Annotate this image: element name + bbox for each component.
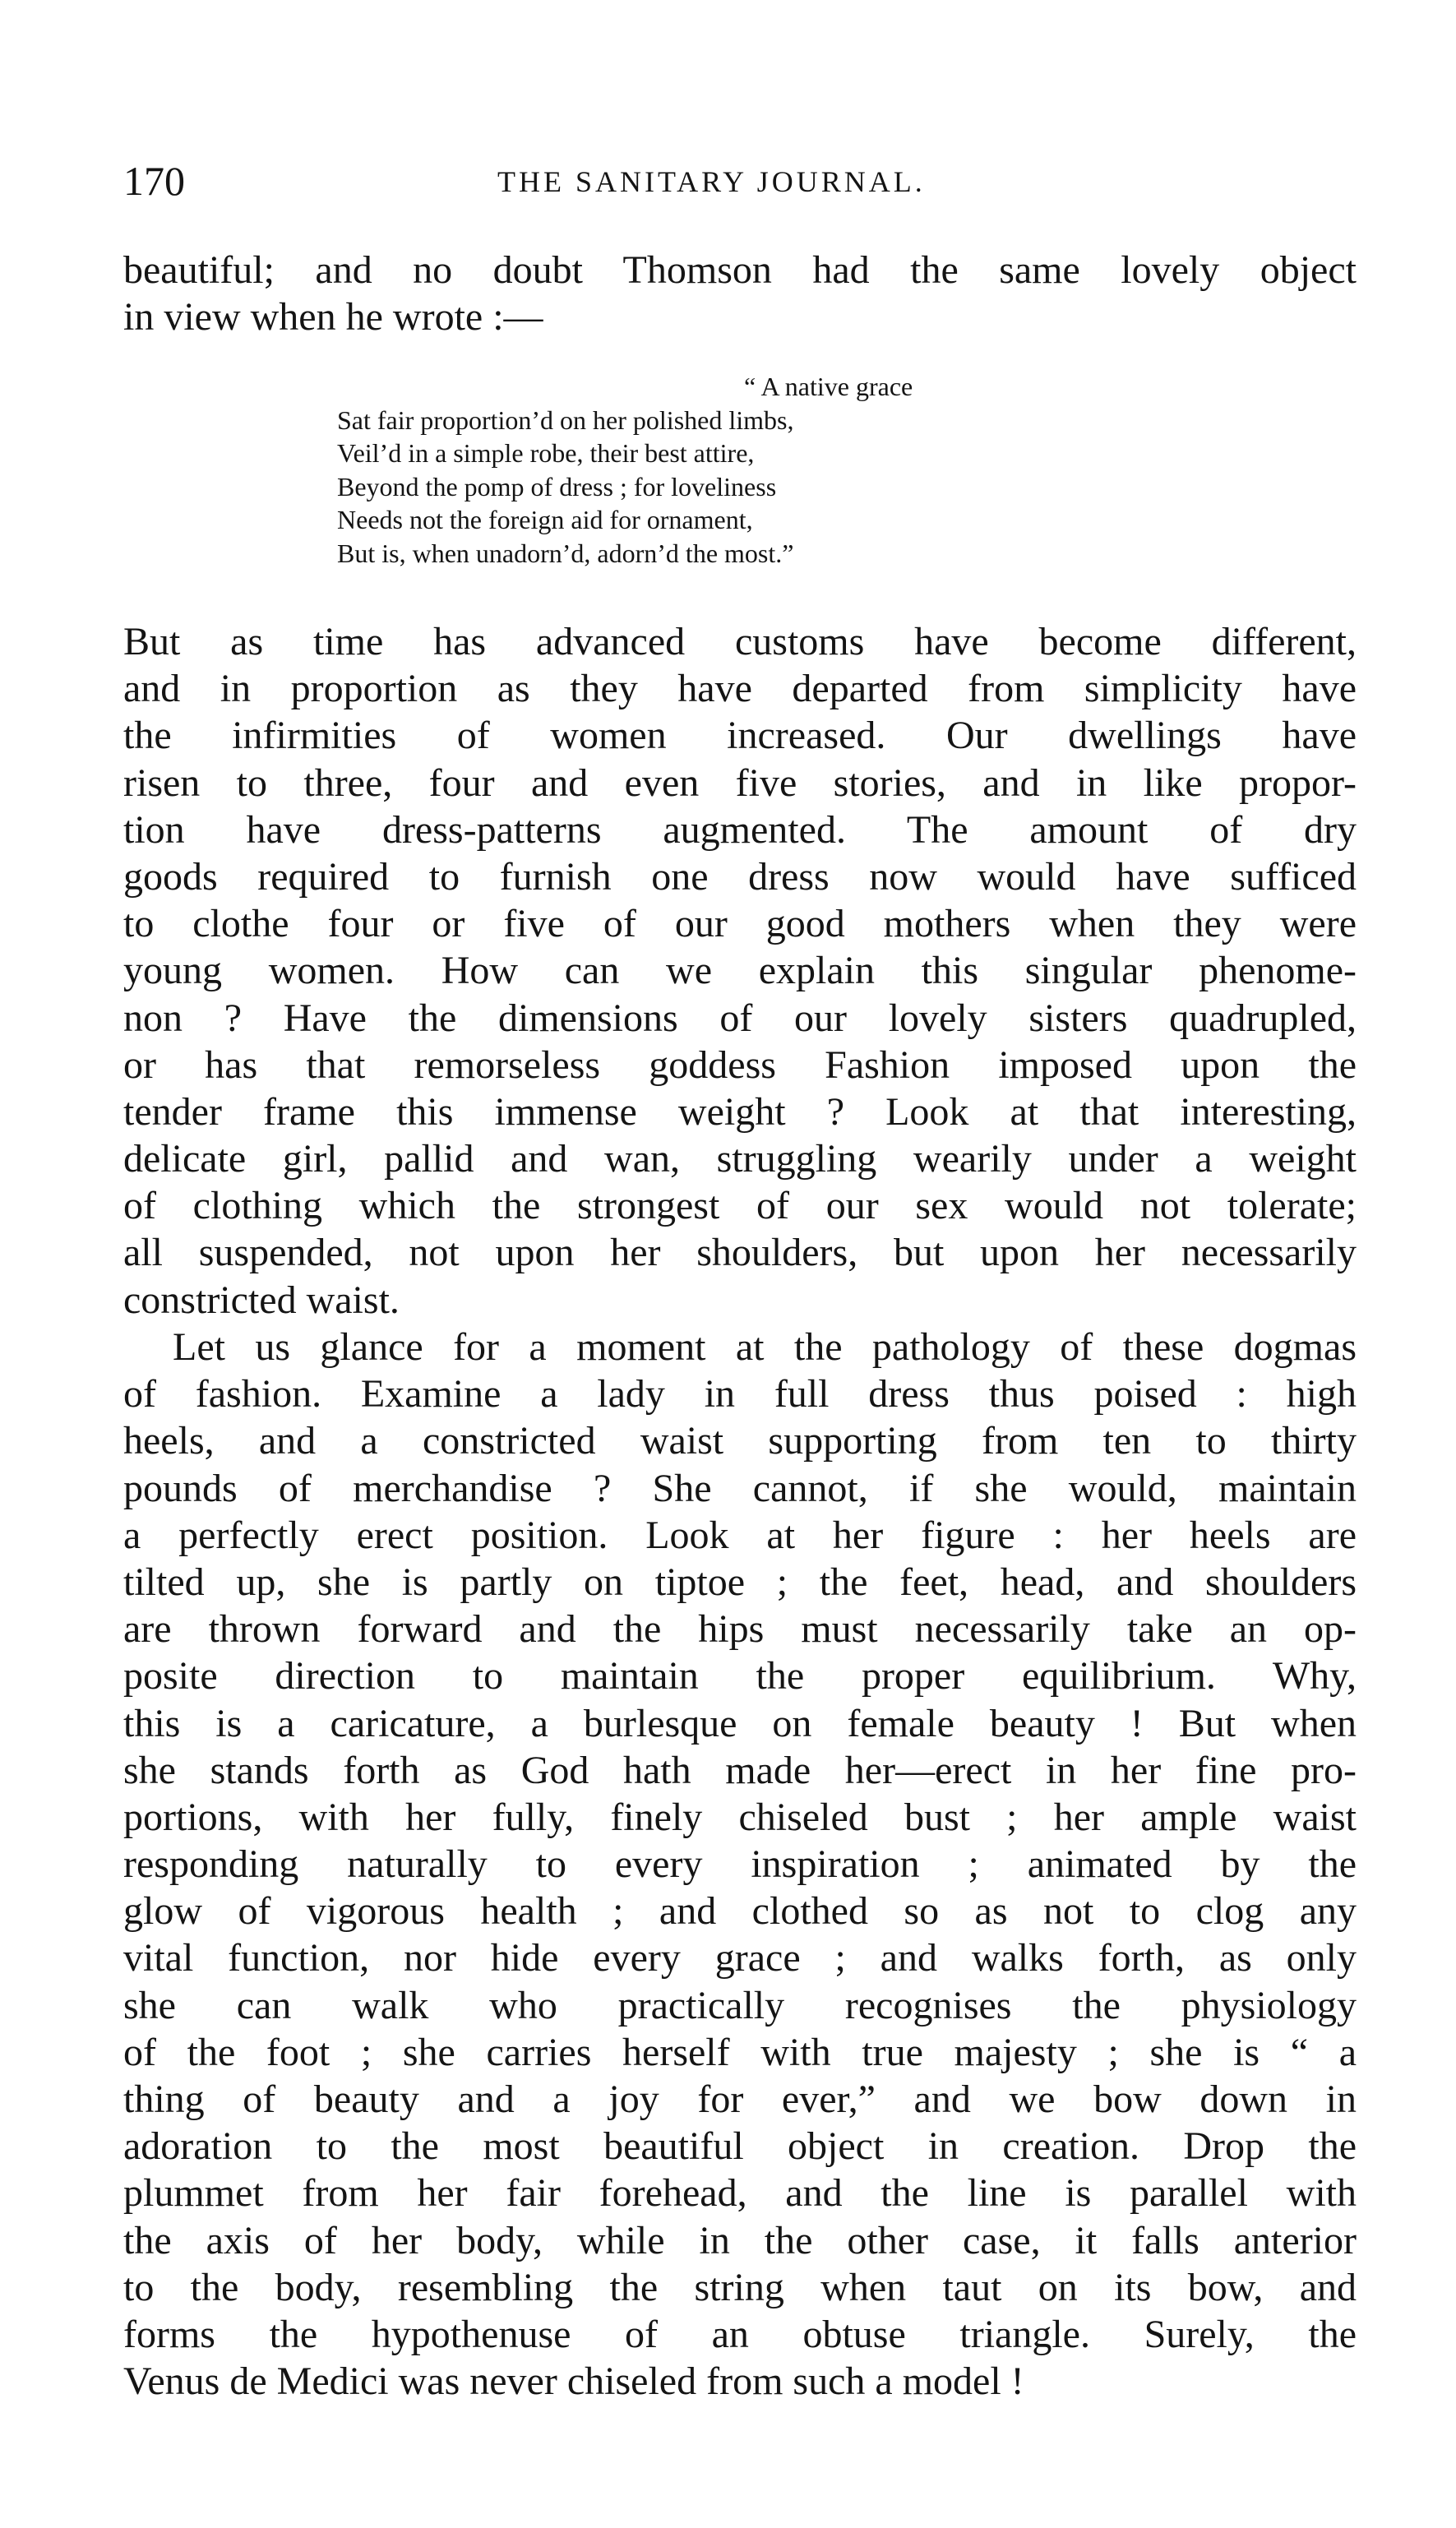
poem-line: Beyond the pomp of dress ; for loveliness xyxy=(337,471,777,501)
paragraph-2 xyxy=(123,1324,1357,2405)
text-line: Let us glance for a moment at the pathology of these dogmas xyxy=(173,1325,1357,1369)
text-line: tilted up, she is partly on tiptoe ; the feet, head, and shoulders xyxy=(123,1560,1357,1604)
text-line: glow of vigorous health ; and clothed so as not to clog any xyxy=(123,1889,1357,1934)
text-line: plummet from her fair forehead, and the line is parallel with xyxy=(123,2171,1357,2216)
text-line: thing of beauty and a joy for ever,” and we bow down in xyxy=(123,2077,1357,2121)
text-line: all suspended, not upon her shoulders, but upon her necessarily xyxy=(123,1231,1357,1275)
text-line: a perfectly erect position. Look at her figure : her heels are xyxy=(123,1513,1357,1557)
text-line: of clothing which the strongest of our sex would not tolerate; xyxy=(123,1184,1357,1228)
text-line: responding naturally to every inspiration ; animated by the xyxy=(123,1842,1357,1887)
text-line: heels, and a constricted waist supporting from ten to thirty xyxy=(123,1419,1357,1463)
text-line: are thrown forward and the hips must necessarily take an op- xyxy=(123,1607,1357,1652)
text-line: goods required to furnish one dress now would have sufficed xyxy=(123,854,1357,899)
text-line: posite direction to maintain the proper equilibrium. Why, xyxy=(123,1654,1357,1698)
poem-line: Veil’d in a simple robe, their best attire, xyxy=(337,438,755,468)
text-line: Venus de Medici was never chiseled from such a model ! xyxy=(123,2359,1024,2404)
intro-text xyxy=(123,247,1357,340)
text-line: beautiful; and no doubt Thomson had the same lovely object xyxy=(123,248,1357,292)
text-line: non ? Have the dimensions of our lovely sisters quadrupled, xyxy=(123,996,1357,1040)
text-line: tender frame this immense weight ? Look at that interesting, xyxy=(123,1089,1357,1134)
text-line: forms the hypothenuse of an obtuse triangle. Surely, the xyxy=(123,2312,1357,2356)
text-line: she can walk who practically recognises the physiology xyxy=(123,1983,1357,2027)
text-line: risen to three, four and even five stories, and in like propor- xyxy=(123,760,1357,805)
poem-line: Needs not the foreign aid for ornament, xyxy=(337,505,753,534)
text-line: in view when he wrote :— xyxy=(123,295,543,340)
text-line: the axis of her body, while in the other case, it falls anterior xyxy=(123,2218,1357,2262)
text-line: constricted waist. xyxy=(123,1278,400,1322)
text-line: vital function, nor hide every grace ; and walks forth, as only xyxy=(123,1936,1357,1980)
paragraph-1 xyxy=(123,618,1357,1324)
text-line: of the foot ; she carries herself with true majesty ; she is “ a xyxy=(123,2030,1357,2074)
text-line: portions, with her fully, finely chiseled bust ; her ample waist xyxy=(123,1795,1357,1839)
text-line: tion have dress-patterns augmented. The amount of dry xyxy=(123,807,1357,852)
page-header xyxy=(123,156,1357,214)
text-line: young women. How can we explain this singular phenome- xyxy=(123,949,1357,993)
text-line: delicate girl, pallid and wan, struggling wearily under a weight xyxy=(123,1137,1357,1181)
poem-quotation xyxy=(337,370,1061,570)
text-line: But as time has advanced customs have become different, xyxy=(123,620,1357,663)
text-line: the infirmities of women increased. Our dwellings have xyxy=(123,714,1357,758)
text-line: this is a caricature, a burlesque on female beauty ! But when xyxy=(123,1701,1357,1745)
text-line: to clothe four or five of our good mothers when they were xyxy=(123,902,1357,946)
text-line: of fashion. Examine a lady in full dress thus poised : high xyxy=(123,1372,1357,1417)
running-head: THE SANITARY JOURNAL. xyxy=(497,165,926,198)
text-line: pounds of merchandise ? She cannot, if she would, maintain xyxy=(123,1466,1357,1510)
poem-line: “ A native grace xyxy=(744,372,913,401)
text-line: adoration to the most beautiful object in creation. Drop the xyxy=(123,2124,1357,2169)
poem-line: But is, when unadorn’d, adorn’d the most.” xyxy=(337,538,794,568)
text-line: to the body, resembling the string when taut on its bow, and xyxy=(123,2265,1357,2309)
text-line: or has that remorseless goddess Fashion imposed upon the xyxy=(123,1042,1357,1087)
text-line: she stands forth as God hath made her—erect in her fine pro- xyxy=(123,1748,1357,1792)
text-line: and in proportion as they have departed from simplicity have xyxy=(123,667,1357,711)
poem-line: Sat fair proportion’d on her polished limbs, xyxy=(337,404,794,435)
page-number: 170 xyxy=(123,158,185,204)
